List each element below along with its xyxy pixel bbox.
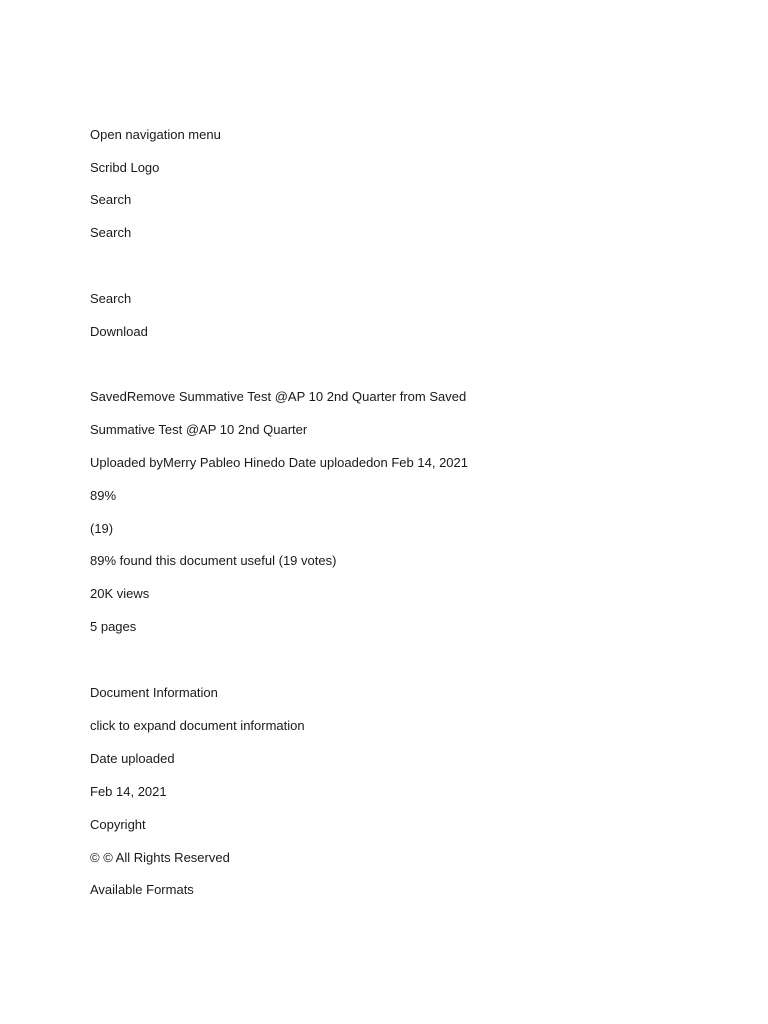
expand-document-info-button[interactable]: click to expand document information [90,718,305,733]
search-button[interactable]: Search [90,192,132,207]
date-uploaded-value: Feb 14, 2021 [90,784,167,799]
open-navigation-menu-button[interactable]: Open navigation menu [90,127,221,142]
copyright-value: © © All Rights Reserved [90,850,230,865]
download-button[interactable]: Download [90,324,148,339]
page-count: 5 pages [90,619,137,634]
date-uploaded-label: Date uploaded [90,751,175,766]
views-count: 20K views [90,586,150,601]
document-title: Summative Test @AP 10 2nd Quarter [90,422,308,437]
available-formats-label: Available Formats [90,882,194,897]
document-information-heading: Document Information [90,685,218,700]
save-toggle-button[interactable]: SavedRemove Summative Test @AP 10 2nd Quarter from Saved [90,389,467,404]
scribd-logo[interactable]: Scribd Logo [90,160,160,175]
useful-summary: 89% found this document useful (19 votes) [90,553,337,568]
search-input[interactable]: Search [90,225,132,240]
search-submit-button[interactable]: Search [90,291,132,306]
rating-percent: 89% [90,488,117,503]
copyright-label: Copyright [90,817,146,832]
rating-count: (19) [90,521,114,536]
uploader-info: Uploaded byMerry Pableo Hinedo Date uploadedon Feb 14, 2021 [90,455,468,470]
